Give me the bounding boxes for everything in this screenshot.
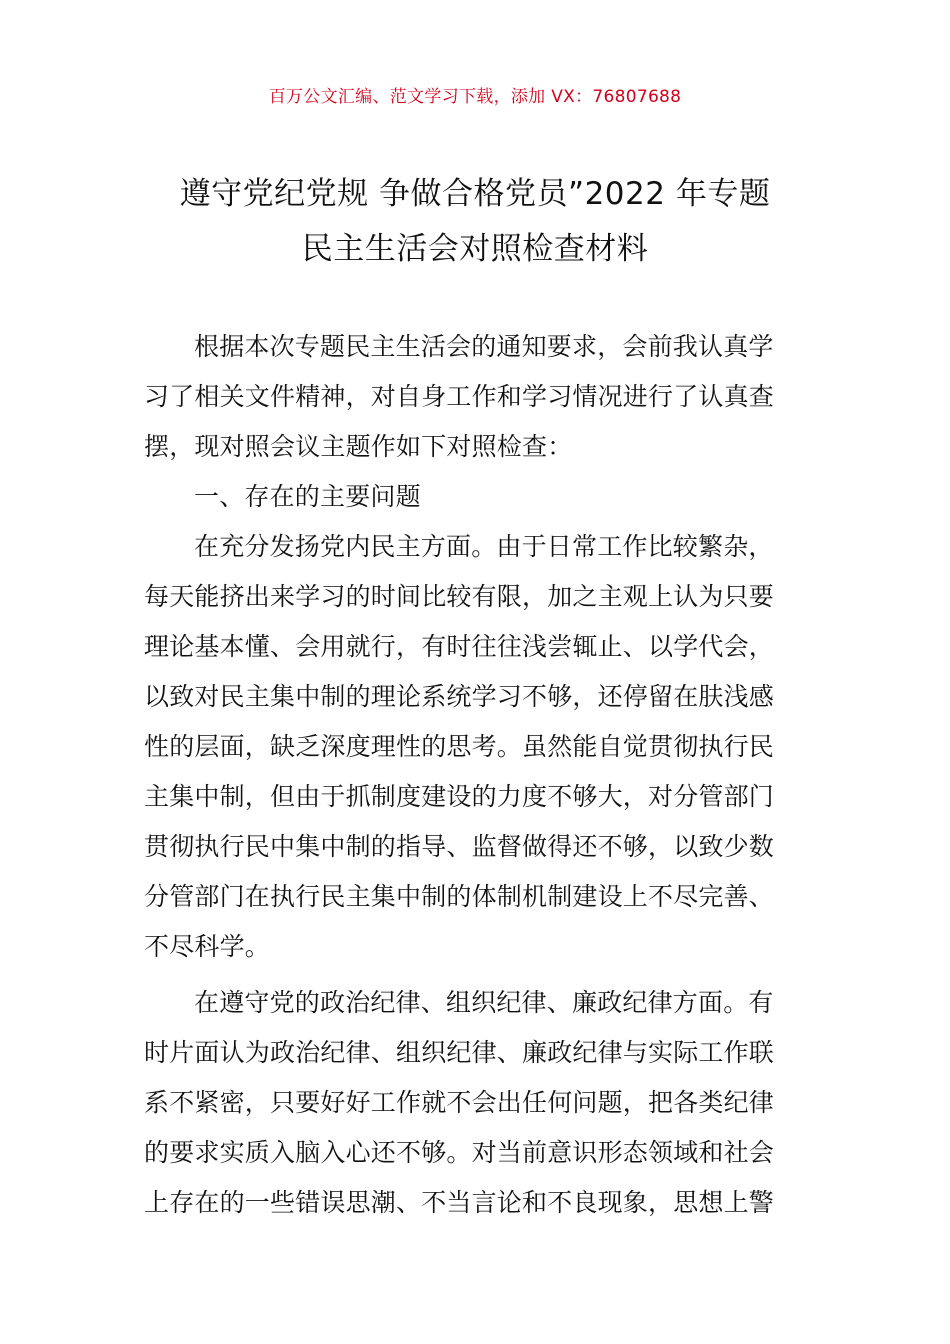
document-body xyxy=(144,322,814,1228)
body-line: 摆，现对照会议主题作如下对照检查： xyxy=(144,432,573,461)
body-line: 分管部门在执行民主集中制的体制机制建设上不尽完善、 xyxy=(144,882,775,911)
body-line: 贯彻执行民中集中制的指导、监督做得还不够，以致少数 xyxy=(144,832,775,861)
body-line: 在充分发扬党内民主方面。由于日常工作比较繁杂， xyxy=(194,532,774,561)
body-line: 主集中制，但由于抓制度建设的力度不够大，对分管部门 xyxy=(144,782,775,811)
body-line: 理论基本懂、会用就行，有时往往浅尝辄止、以学代会， xyxy=(144,632,775,661)
body-line: 每天能挤出来学习的时间比较有限，加之主观上认为只要 xyxy=(144,582,775,611)
body-line: 根据本次专题民主生活会的通知要求，会前我认真学 xyxy=(194,332,774,361)
body-line: 时片面认为政治纪律、组织纪律、廉政纪律与实际工作联 xyxy=(144,1038,775,1067)
document-title xyxy=(120,167,830,277)
body-line: 不尽科学。 xyxy=(144,932,271,961)
body-line: 习了相关文件精神，对自身工作和学习情况进行了认真查 xyxy=(144,382,775,411)
title-line-2: 民主生活会对照检查材料 xyxy=(301,231,649,267)
download-notice: 百万公文汇编、范文学习下载，添加 VX：76807688 xyxy=(268,87,682,107)
title-line-1: 遵守党纪党规 争做合格党员”2022 年专题 xyxy=(179,176,771,212)
body-line: 的要求实质入脑入心还不够。对当前意识形态领域和社会 xyxy=(144,1138,775,1167)
body-line: 性的层面，缺乏深度理性的思考。虽然能自觉贯彻执行民 xyxy=(144,732,775,761)
body-line: 以致对民主集中制的理论系统学习不够，还停留在肤浅感 xyxy=(144,682,775,711)
body-line: 系不紧密，只要好好工作就不会出任何问题，把各类纪律 xyxy=(144,1088,775,1117)
body-line: 在遵守党的政治纪律、组织纪律、廉政纪律方面。有 xyxy=(194,988,774,1017)
section-heading: 一、存在的主要问题 xyxy=(194,482,421,511)
body-line: 上存在的一些错误思潮、不当言论和不良现象，思想上警 xyxy=(144,1188,775,1217)
